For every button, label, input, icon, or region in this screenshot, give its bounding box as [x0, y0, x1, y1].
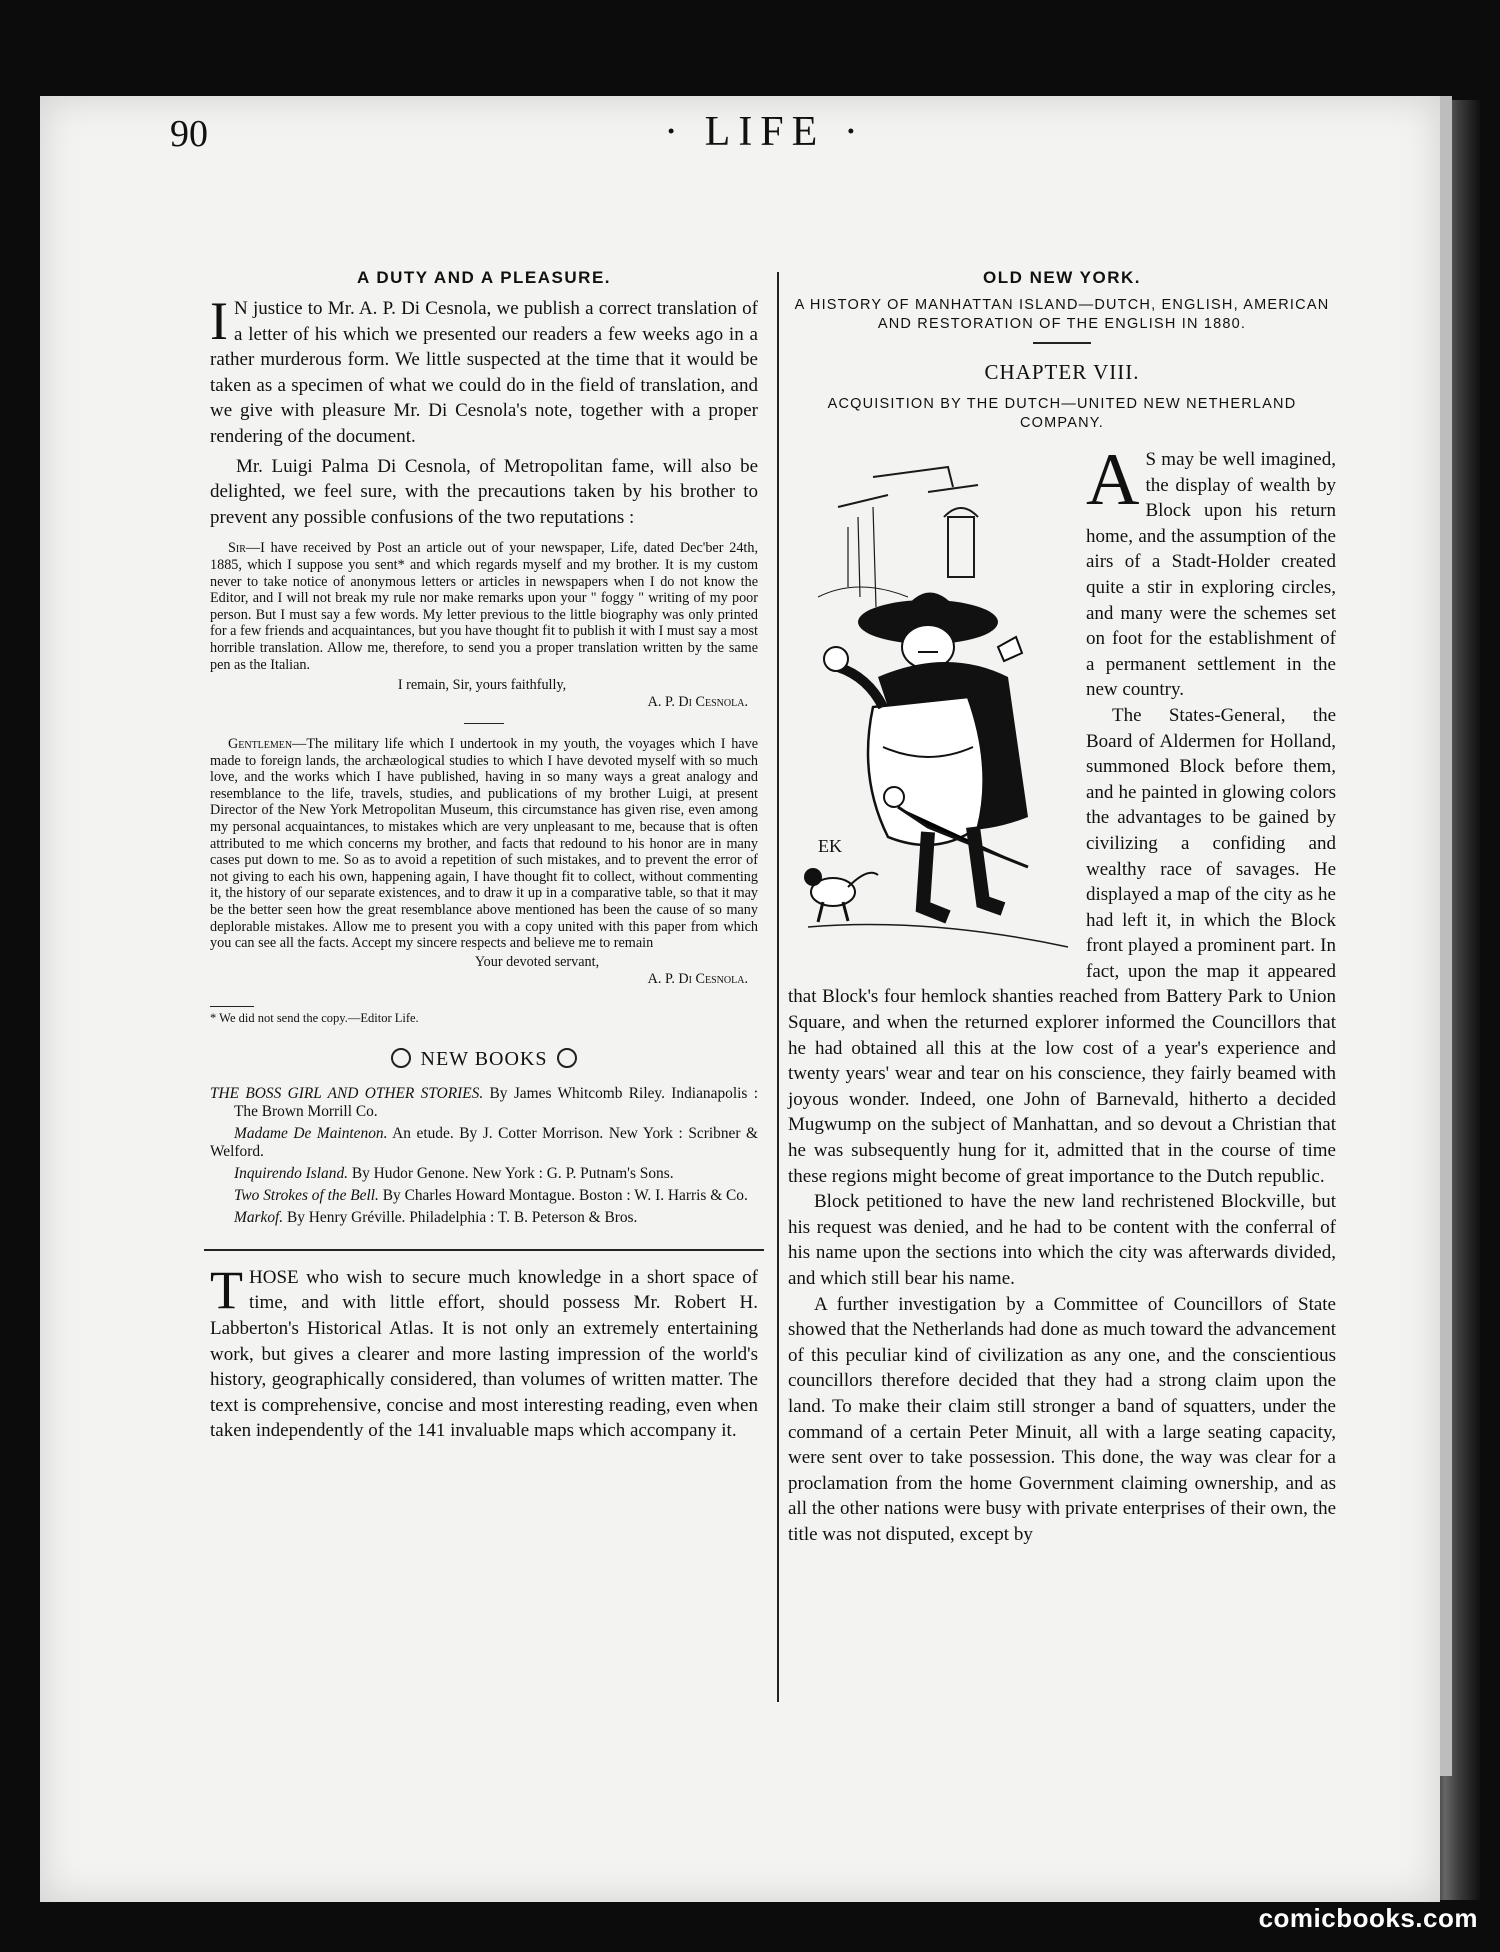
letter-one-text: —I have received by Post an article out of your newspaper, Life, dated Dec'ber 24th, 1885, which I suppose you sent* and which regards myself and my brother. It is my custom never to take notice of anonymous letters or articles in newspapers when I do not know the Editor, and I will not break my rule nor make remarks upon your " foggy " writing of my poor person. But I must say a few words. My letter previous to the little biography was only printed for a few friends and acquaintances, but you have thought fit to publish it with I must say a most horrible translation. Allow me, therefore, to send you a proper translation written by the same pen as the Italian.	[210, 540, 758, 673]
letter-two-closing: Your devoted servant,	[474, 953, 600, 970]
left-column	[210, 268, 758, 1444]
book-entry	[210, 1209, 758, 1227]
ornament-icon	[557, 1048, 577, 1068]
letter-two-salutation: Gentlemen	[228, 736, 293, 753]
book-list	[210, 1085, 758, 1227]
book-entry	[210, 1085, 758, 1121]
footnote: * We did not send the copy.—Editor Life.	[210, 1010, 419, 1025]
atlas-paragraph	[210, 1259, 758, 1444]
book-title: Inquirendo Island.	[234, 1164, 348, 1182]
article-subtitle: A HISTORY OF MANHATTAN ISLAND—DUTCH, ENGLISH, AMERICAN AND RESTORATION OF THE ENGLISH IN 1880.	[794, 297, 1330, 332]
book-details: By Henry Gréville. Philadelphia : T. B. Peterson & Bros.	[283, 1208, 638, 1226]
footnote-rule	[210, 1006, 254, 1007]
chapter-subtitle: ACQUISITION BY THE DUTCH—UNITED NEW NETHERLAND COMPANY.	[827, 396, 1297, 431]
book-title: Markof.	[234, 1208, 284, 1226]
book-entry	[210, 1187, 758, 1205]
section-rule	[204, 1249, 764, 1251]
letter-one-salutation: Sir	[228, 540, 246, 557]
intro-paragraph	[210, 291, 758, 450]
ornament-icon	[391, 1048, 411, 1068]
letter-two-body	[210, 736, 758, 952]
book-details: By James Whitcomb Riley. Indianapolis : The Brown Morrill Co.	[234, 1084, 758, 1120]
new-books-heading	[210, 1048, 758, 1071]
book-title: THE BOSS GIRL AND OTHER STORIES.	[210, 1084, 484, 1102]
drop-cap-t: T	[210, 1259, 243, 1320]
page-edge	[1440, 96, 1452, 1776]
right-column	[788, 268, 1336, 1548]
block-text-1: S may be well imagined, the display of wealth by Block upon his return home, and the assumption of the airs of a Stadt-Holder created quite a stir in exploring circles, and many were the schemes set on foot for the establishment of a permanent settlement in the new country.	[1086, 449, 1336, 701]
new-books-title: NEW BOOKS	[420, 1047, 548, 1070]
letter-one-closing: I remain, Sir, yours faithfully,	[397, 677, 567, 694]
book-details: By Charles Howard Montague. Boston : W. I. Harris & Co.	[378, 1186, 748, 1204]
paragraph-luigi: Mr. Luigi Palma Di Cesnola, of Metropolitan fame, will also be delighted, we feel sure, with the precautions taken by his brother to prevent any possible confusions of the two reputations :	[210, 455, 758, 528]
drop-cap-a: A	[1086, 439, 1140, 521]
block-paragraph-2: The States-General, the Board of Aldermen for Holland, summoned Block before them, and he painted in glowing colors the advantages to be gained by civilizing a confiding and wealthy race of savages. He displayed a map of the city as he had left it, in which the Block front played a prominent part. In fact, upon the map it appeared that Block's four hemlock shanties reached from Battery Park to Union Square, and when the returned explorer informed the Councillors that he had obtained all this at the low cost of a year's experience and twenty years' wear and tear on his conscience, they fairly beamed with joyous wonder. Indeed, one John of Barnevald, hitherto a decided Mugwump on the subject of Manhattan, and so devout a Christian that he was subsequently hung for it, admitted that in the course of time these regions might become of great importance to the Dutch republic.	[788, 704, 1336, 1187]
illustration-dutchman-drawing	[778, 447, 1078, 959]
letter-one-signature-text: A. P. Di Cesnola.	[647, 694, 748, 711]
letter-one-body	[210, 540, 758, 673]
letter-one-signature	[210, 694, 758, 711]
book-title: Two Strokes of the Bell.	[234, 1186, 379, 1204]
letter-one	[210, 540, 758, 987]
atlas-text: HOSE who wish to secure much knowledge in a short space of time, and with little effort, should possess Mr. Robert H. Labberton's Historical Atlas. It is not only an extremely entertaining work, but gives a clearer and more lasting impression of the world's history, geographically considered, than volumes of written matter. The text is comprehensive, concise and most interesting reading, even when taken independently of the 141 invaluable maps which accompany it.	[210, 1266, 758, 1442]
chapter-heading: CHAPTER VIII.	[984, 360, 1140, 384]
letter-two-text: —The military life which I undertook in my youth, the voyages which I have made to foreign lands, the archæological studies to which I have devoted myself with so much love, and the works which I have published, having in so many ways a great analogy and resemblance to the life, travels, studies, and publications of my brother Luigi, at present Director of the New York Metropolitan Museum, this circumstance has given rise, even among my personal acquaintances, to mistakes which are very unpleasant to me, because that is often attributed to me which concerns my brother, and facts that redound to his honor are in many cases put down to me. So as to avoid a repetition of such mistakes, and to prevent the error of not giving to each his own, happening again, I have thought fit to collect, without commenting it, the history of our separate existences, and to draw it up in a comparative table, so that it may be the better seen how the great resemblance above mentioned has been the cause of so many deplorable mistakes. Allow me to present you with a copy united with this paper from which you can see all the facts. Accept my sincere respects and believe me to remain	[210, 736, 758, 952]
masthead: · LIFE ·	[664, 109, 866, 155]
article-title-duty: A DUTY AND A PLEASURE.	[356, 268, 612, 287]
article-title-old-new-york: OLD NEW YORK.	[982, 268, 1142, 287]
watermark: comicbooks.com	[1258, 1903, 1478, 1933]
block-paragraph-3: Block petitioned to have the new land rechristened Blockville, but his request was denied, and he had to be content with the conferral of his name upon the sections into which the city was afterwards divided, and which still bear his name.	[788, 1191, 1336, 1289]
intro-text: N justice to Mr. A. P. Di Cesnola, we publish a correct translation of a letter of his which we presented our readers a few weeks ago in a rather murderous form. We little suspected at the time that it would be taken as a specimen of what we could do in the field of translation, and we give with pleasure Mr. Di Cesnola's note, together with a proper rendering of the document.	[210, 298, 758, 447]
book-entry	[210, 1165, 758, 1183]
dog-figure	[804, 868, 878, 922]
letter-divider	[464, 723, 504, 724]
book-details: An etude. By J. Cotter Morrison. New York : Scribner & Welford.	[210, 1124, 758, 1160]
letter-two-signature-text: A. P. Di Cesnola.	[647, 970, 748, 987]
book-details: By Hudor Genone. New York : G. P. Putnam's Sons.	[348, 1164, 674, 1182]
page-number: 90	[170, 113, 208, 155]
title-rule	[1033, 342, 1091, 344]
dutchman-figure	[824, 592, 1028, 917]
illustration-dutchman	[778, 447, 1078, 959]
letter-two-signature	[210, 971, 758, 988]
book-title: Madame De Maintenon.	[234, 1124, 388, 1142]
illustration-signature: EK	[818, 836, 842, 856]
block-paragraph-4: A further investigation by a Committee of Councillors of State showed that the Netherlands had done as much toward the advancement of this peculiar kind of civilization as any one, and the conscientious councillors therefore decided that they had a strong claim upon the land. To make their claim still stronger a band of squatters, under the command of a certain Peter Minuit, all with a large seating capacity, were sent over to take possession. This done, the way was clear for a proclamation from the home Government claiming ownership, and as all the other nations were busy with private enterprises of their own, the title was not disputed, except by	[788, 1293, 1336, 1545]
book-entry	[210, 1125, 758, 1161]
drop-cap-i: I	[210, 291, 228, 351]
